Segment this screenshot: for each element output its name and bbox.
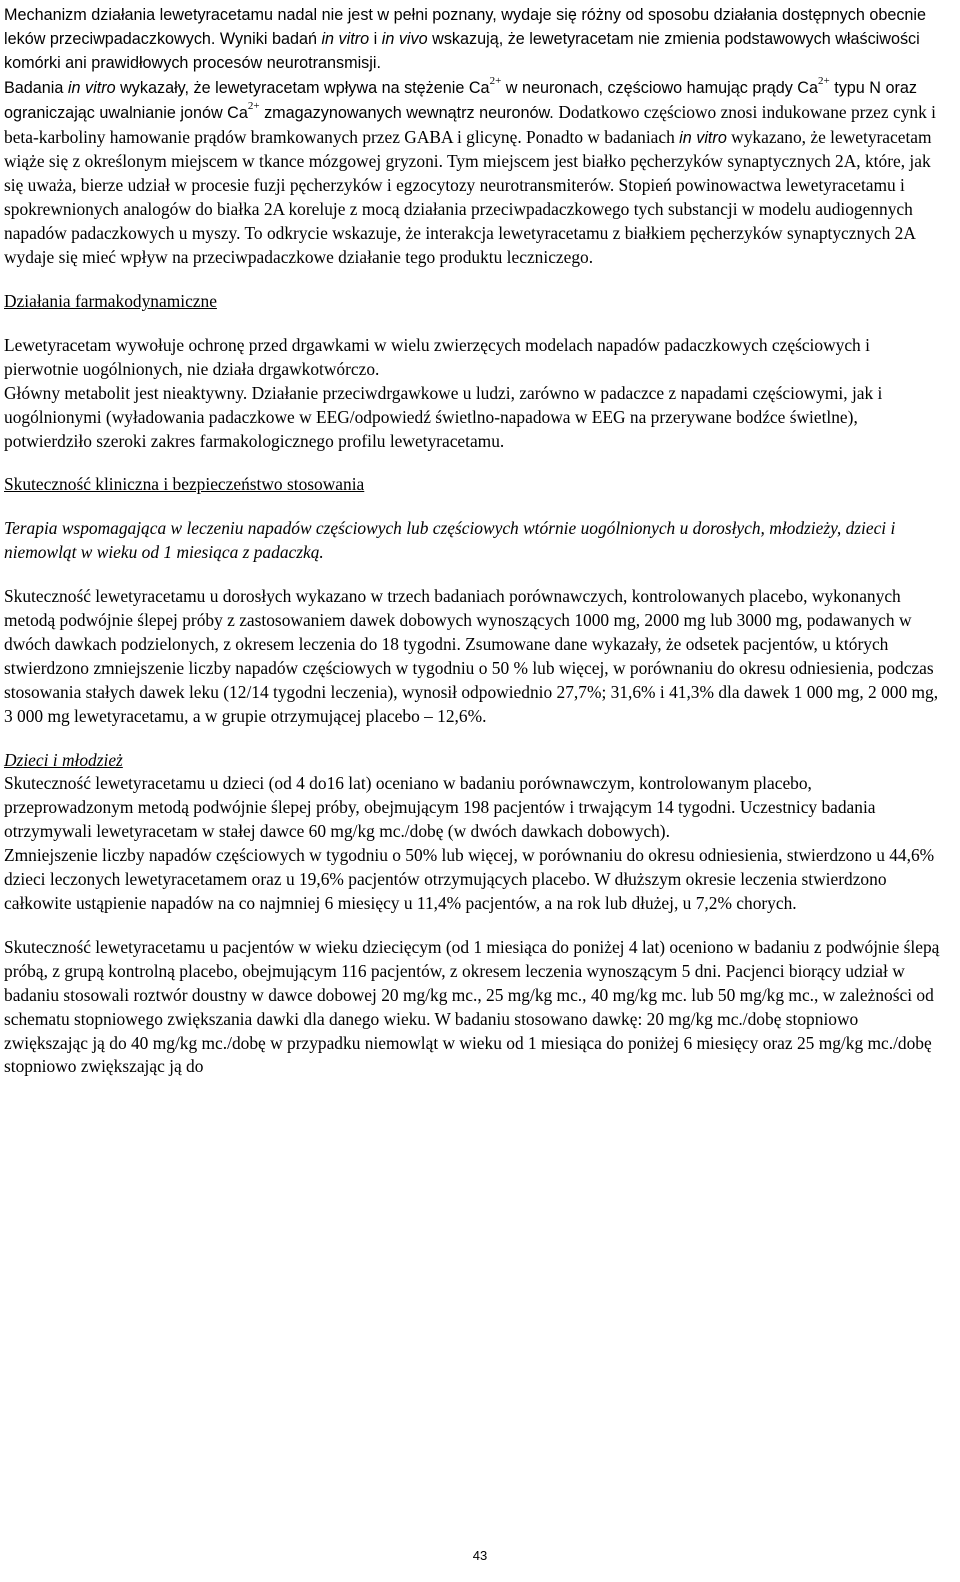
paragraph-in-vitro	[4, 76, 942, 270]
text-span: zmagazynowanych wewnątrz neuronów.	[259, 103, 559, 122]
section-heading-clinical-efficacy: Skuteczność kliniczna i bezpieczeństwo stosowania	[4, 474, 365, 495]
text-span: i	[369, 29, 382, 48]
italic-span: in vitro	[67, 78, 116, 97]
paragraph-mechanism	[4, 4, 942, 76]
italic-span: in vitro	[679, 128, 727, 147]
text-span: wskazują, że lewetyracetam nie zmienia podstawowych właściwości komórki ani prawidłowych procesów neurotransmisji.	[4, 29, 920, 72]
text-span: Mechanizm działania lewetyracetamu nadal nie jest w pełni poznany, wydaje się różny od sposobu działania dostępnych obecnie leków przeciwpadaczkowych. Wyniki badań	[4, 6, 927, 48]
superscript: 2+	[247, 99, 260, 112]
text-span: wykazano, że lewetyracetam wiąże się z określonym miejscem w tkance mózgowej gryzoni. Tym miejscem jest białko pęcherzyków synaptycznych 2A, które, jak się uważa, bierze udział w procesie fuzji pęcherzyków i egzocytozy neurotransmiterów. Stopień powinowactwa lewetyracetamu i spokrewnionych analogów do białka 2A koreluje z mocą działania przeciwpadaczkowego tych substancji w modelu audiogennych napadów padaczkowych u myszy. To odkrycie wskazuje, że interakcja lewetyracetamu z białkiem pęcherzyków synaptycznych 2A wydaje się mieć wpływ na przeciwpadaczkowe działanie tego produktu leczniczego.	[4, 126, 932, 268]
paragraph-infants: Skuteczność lewetyracetamu u pacjentów w wieku dziecięcym (od 1 miesiąca do poniżej 4 lat) oceniono w badaniu z podwójnie ślepą próbą, z grupą kontrolną placebo, obejmującym 116 pacjentów, z okresem leczenia wynoszącym 5 dni. Pacjenci biorący udział w badaniu stosowali roztwór doustny w dawce dobowej 20 mg/kg mc., 25 mg/kg mc., 40 mg/kg mc. lub 50 mg/kg mc., w zależności od schematu stopniowego zwiększania dawki dla danego wieku. W badaniu stosowano dawkę: 20 mg/kg mc./dobę stopniowo zwiększając ją do 40 mg/kg mc./dobę w przypadku niemowląt w wieku od 1 miesiąca do poniżej 6 miesięcy oraz 25 mg/kg mc./dobę stopniowo zwiększając ją do	[4, 936, 940, 1077]
page-number: 43	[472, 1548, 488, 1563]
paragraph-protection: Lewetyracetam wywołuje ochronę przed drgawkami w wielu zwierzęcych modelach napadów padaczkowych częściowych i pierwotnie uogólnionych, nie działa drgawkotwórczo.	[4, 334, 870, 379]
superscript: 2+	[818, 74, 830, 87]
document-page	[4, 4, 942, 1079]
paragraph-children-study: Skuteczność lewetyracetamu u dzieci (od 4 do16 lat) oceniano w badaniu porównawczym, kontrolowanym placebo, przeprowadzonym metodą podwójnie ślepej próby, obejmującym 198 pacjentów i trwającym 14 tygodni. Uczestnicy badania otrzymywali lewetyracetam w stałej dawce 60 mg/kg mc./dobę (w dwóch dawkach dobowych).	[4, 773, 876, 842]
text-span: typu N oraz ograniczając uwalnianie jonów Ca	[4, 78, 917, 122]
paragraph-metabolite: Główny metabolit jest nieaktywny. Działanie przeciwdrgawkowe u ludzi, zarówno w padaczce z napadami częściowymi, jak i uogólnionymi (wyładowania padaczkowe w EEG/odpowiedź świetlno-napadowa w EEG na przerywane bodźce świetlne), potwierdziło szeroki zakres farmakologicznego profilu lewetyracetamu.	[4, 382, 883, 451]
subheading-children: Dzieci i młodzież	[4, 749, 123, 770]
paragraph-children-results: Zmniejszenie liczby napadów częściowych w tygodniu o 50% lub więcej, w porównaniu do okresu odniesienia, stwierdzono u 44,6% dzieci leczonych lewetyracetamem oraz u 19,6% pacjentów otrzymujących placebo. W dłuższym okresie leczenia stwierdzono całkowite ustąpienie napadów na co najmniej 6 miesięcy u 11,4% pacjentów, a na rok lub dłużej, u 7,2% chorych.	[4, 845, 935, 913]
paragraph-indication: Terapia wspomagająca w leczeniu napadów częściowych lub częściowych wtórnie uogólnionych u dorosłych, młodzieży, dzieci i niemowląt w wieku od 1 miesiąca z padaczką.	[4, 518, 896, 563]
text-span: Dodatkowo częściowo znosi indukowane przez cynk i beta-karboliny hamowanie prądów bramkowanych przez GABA i glicynę. Ponadto w badaniach	[4, 101, 936, 147]
section-heading-pharmacodynamics: Działania farmakodynamiczne	[4, 290, 217, 311]
text-span: w neuronach, częściowo hamując prądy Ca	[501, 78, 818, 97]
text-span: Badania	[4, 78, 68, 97]
italic-span: in vivo	[381, 29, 428, 48]
paragraph-adults: Skuteczność lewetyracetamu u dorosłych wykazano w trzech badaniach porównawczych, kontrolowanych placebo, wykonanych metodą podwójnie ślepej próby z zastosowaniem dawek dobowych wynoszących 1000 mg, 2000 mg lub 3000 mg, podawanych w dwóch dawkach podzielonych, z okresem leczenia do 18 tygodni. Zsumowane dane wykazały, że odsetek pacjentów, u których stwierdzono zmniejszenie liczby napadów częściowych w tygodniu o 50 % lub więcej, w porównaniu do okresu odniesienia, podczas stosowania stałych dawek leku (12/14 tygodni leczenia), wynosił odpowiednio 27,7%; 31,6% i 41,3% dla dawek 1 000 mg, 2 000 mg, 3 000 mg lewetyracetamu, a w grupie otrzymującej placebo – 12,6%.	[4, 586, 939, 726]
superscript: 2+	[489, 74, 502, 87]
text-span: wykazały, że lewetyracetam wpływa na stężenie Ca	[115, 78, 490, 97]
italic-span: in vitro	[321, 29, 370, 48]
